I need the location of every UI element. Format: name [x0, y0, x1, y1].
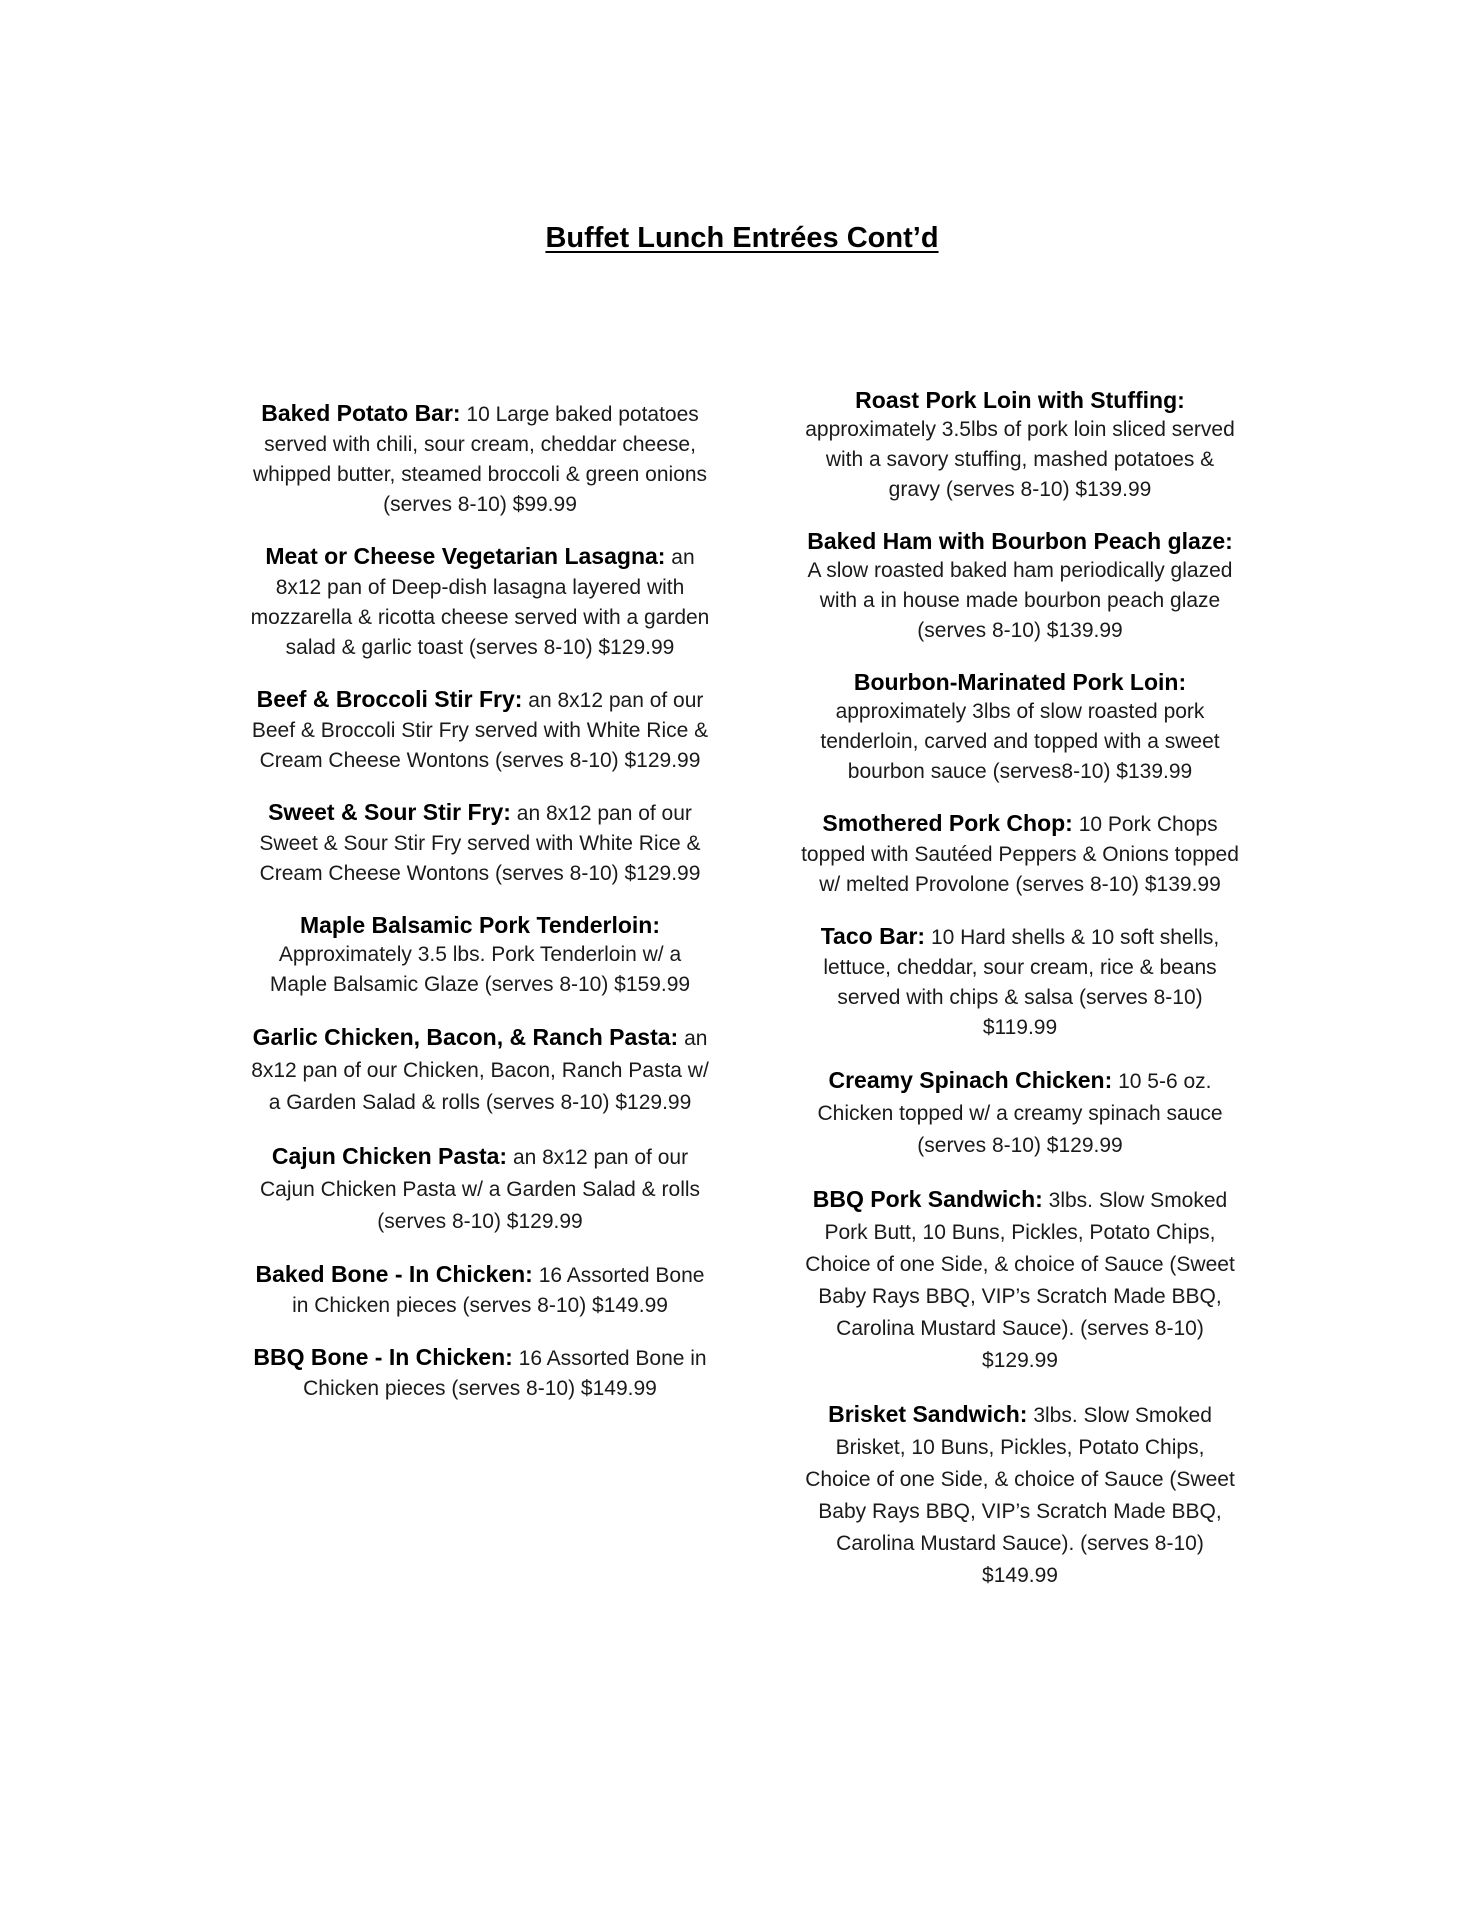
menu-item-description: an 8x12 pan of our Beef & Broccoli Stir Fry served with White Rice & Cream Cheese Wontons (serves 8-10) $129.99 — [251, 689, 709, 772]
menu-item-name: BBQ Pork Sandwich: — [812, 1186, 1043, 1212]
left-menu-column — [250, 398, 710, 1425]
menu-item-name: Smothered Pork Chop: — [822, 810, 1073, 836]
menu-item-description: A slow roasted baked ham periodically glazed with a in house made bourbon peach glaze (serves 8-10) $139.99 — [807, 559, 1233, 642]
menu-item — [800, 667, 1240, 787]
menu-item — [250, 1021, 710, 1119]
menu-item-description: 10 Hard shells & 10 soft shells, lettuce, cheddar, sour cream, rice & beans served with chips & salsa (serves 8-10) $119.99 — [823, 926, 1220, 1039]
menu-item — [800, 1398, 1240, 1592]
menu-item-description: an 8x12 pan of Deep-dish lasagna layered with mozzarella & ricotta cheese served with a garden salad & garlic toast (serves 8-10) $129.99 — [250, 546, 710, 659]
menu-item — [800, 808, 1240, 900]
menu-item-name: Meat or Cheese Vegetarian Lasagna: — [265, 543, 666, 569]
menu-item-description: an 8x12 pan of our Sweet & Sour Stir Fry served with White Rice & Cream Cheese Wontons (serves 8-10) $129.99 — [259, 802, 701, 885]
menu-item — [800, 1064, 1240, 1162]
menu-item — [800, 921, 1240, 1043]
menu-item — [250, 1342, 710, 1404]
menu-item-description: 10 5-6 oz. Chicken topped w/ a creamy spinach sauce (serves 8-10) $129.99 — [817, 1070, 1223, 1157]
menu-item-description: 16 Assorted Bone in Chicken pieces (serves 8-10) $149.99 — [303, 1347, 707, 1400]
menu-item-name: Baked Ham with Bourbon Peach glaze: — [807, 528, 1233, 554]
menu-item-description: 10 Pork Chops topped with Sautéed Peppers & Onions topped w/ melted Provolone (serves 8-10) $139.99 — [801, 813, 1239, 896]
menu-item-description: an 8x12 pan of our Chicken, Bacon, Ranch Pasta w/ a Garden Salad & rolls (serves 8-10) $129.99 — [251, 1027, 709, 1114]
menu-item — [250, 1259, 710, 1321]
menu-item-name: Sweet & Sour Stir Fry: — [268, 799, 511, 825]
menu-item-description: 3lbs. Slow Smoked Brisket, 10 Buns, Pickles, Potato Chips, Choice of one Side, & choice of Sauce (Sweet Baby Rays BBQ, VIP’s Scratch Made BBQ, Carolina Mustard Sauce). (serves 8-10) $149.99 — [805, 1404, 1235, 1587]
menu-item-name: Beef & Broccoli Stir Fry: — [256, 686, 523, 712]
menu-item — [250, 684, 710, 776]
page-title: Buffet Lunch Entrées Cont’d — [545, 222, 939, 254]
menu-item-name: Maple Balsamic Pork Tenderloin: — [299, 912, 660, 938]
menu-item-name: Baked Bone - In Chicken: — [255, 1261, 533, 1287]
menu-item-name: Bourbon-Marinated Pork Loin: — [853, 669, 1187, 695]
menu-item-name: Brisket Sandwich: — [828, 1401, 1028, 1427]
menu-item-description: 16 Assorted Bone in Chicken pieces (serves 8-10) $149.99 — [292, 1264, 705, 1317]
menu-item-description: approximately 3.5lbs of pork loin sliced served with a savory stuffing, mashed potatoes & gravy (serves 8-10) $139.99 — [805, 418, 1235, 501]
menu-item — [250, 797, 710, 889]
menu-item-name: BBQ Bone - In Chicken: — [253, 1344, 513, 1370]
menu-item — [800, 526, 1240, 646]
menu-item-name: Baked Potato Bar: — [261, 400, 461, 426]
menu-item — [250, 1140, 710, 1238]
right-menu-column — [800, 385, 1240, 1613]
menu-item-name: Cajun Chicken Pasta: — [271, 1143, 508, 1169]
menu-item — [800, 1183, 1240, 1377]
menu-item-description: an 8x12 pan of our Cajun Chicken Pasta w/ a Garden Salad & rolls (serves 8-10) $129.99 — [259, 1146, 701, 1233]
menu-item — [250, 910, 710, 1000]
menu-item-description: approximately 3lbs of slow roasted pork tenderloin, carved and topped with a sweet bourbon sauce (serves8-10) $139.99 — [820, 700, 1220, 783]
menu-item-description: 3lbs. Slow Smoked Pork Butt, 10 Buns, Pickles, Potato Chips, Choice of one Side, & choice of Sauce (Sweet Baby Rays BBQ, VIP’s Scratch Made BBQ, Carolina Mustard Sauce). (serves 8-10) $129.99 — [805, 1189, 1235, 1372]
menu-item — [250, 541, 710, 663]
menu-item-name: Creamy Spinach Chicken: — [828, 1067, 1113, 1093]
menu-item — [800, 385, 1240, 505]
menu-item-name: Garlic Chicken, Bacon, & Ranch Pasta: — [252, 1024, 679, 1050]
menu-item — [250, 398, 710, 520]
menu-item-name: Roast Pork Loin with Stuffing: — [855, 387, 1185, 413]
menu-item-description: 10 Large baked potatoes served with chili, sour cream, cheddar cheese, whipped butter, steamed broccoli & green onions (serves 8-10) $99.99 — [252, 403, 708, 516]
menu-item-name: Taco Bar: — [820, 923, 926, 949]
menu-item-description: Approximately 3.5 lbs. Pork Tenderloin w/ a Maple Balsamic Glaze (serves 8-10) $159.99 — [269, 943, 691, 996]
